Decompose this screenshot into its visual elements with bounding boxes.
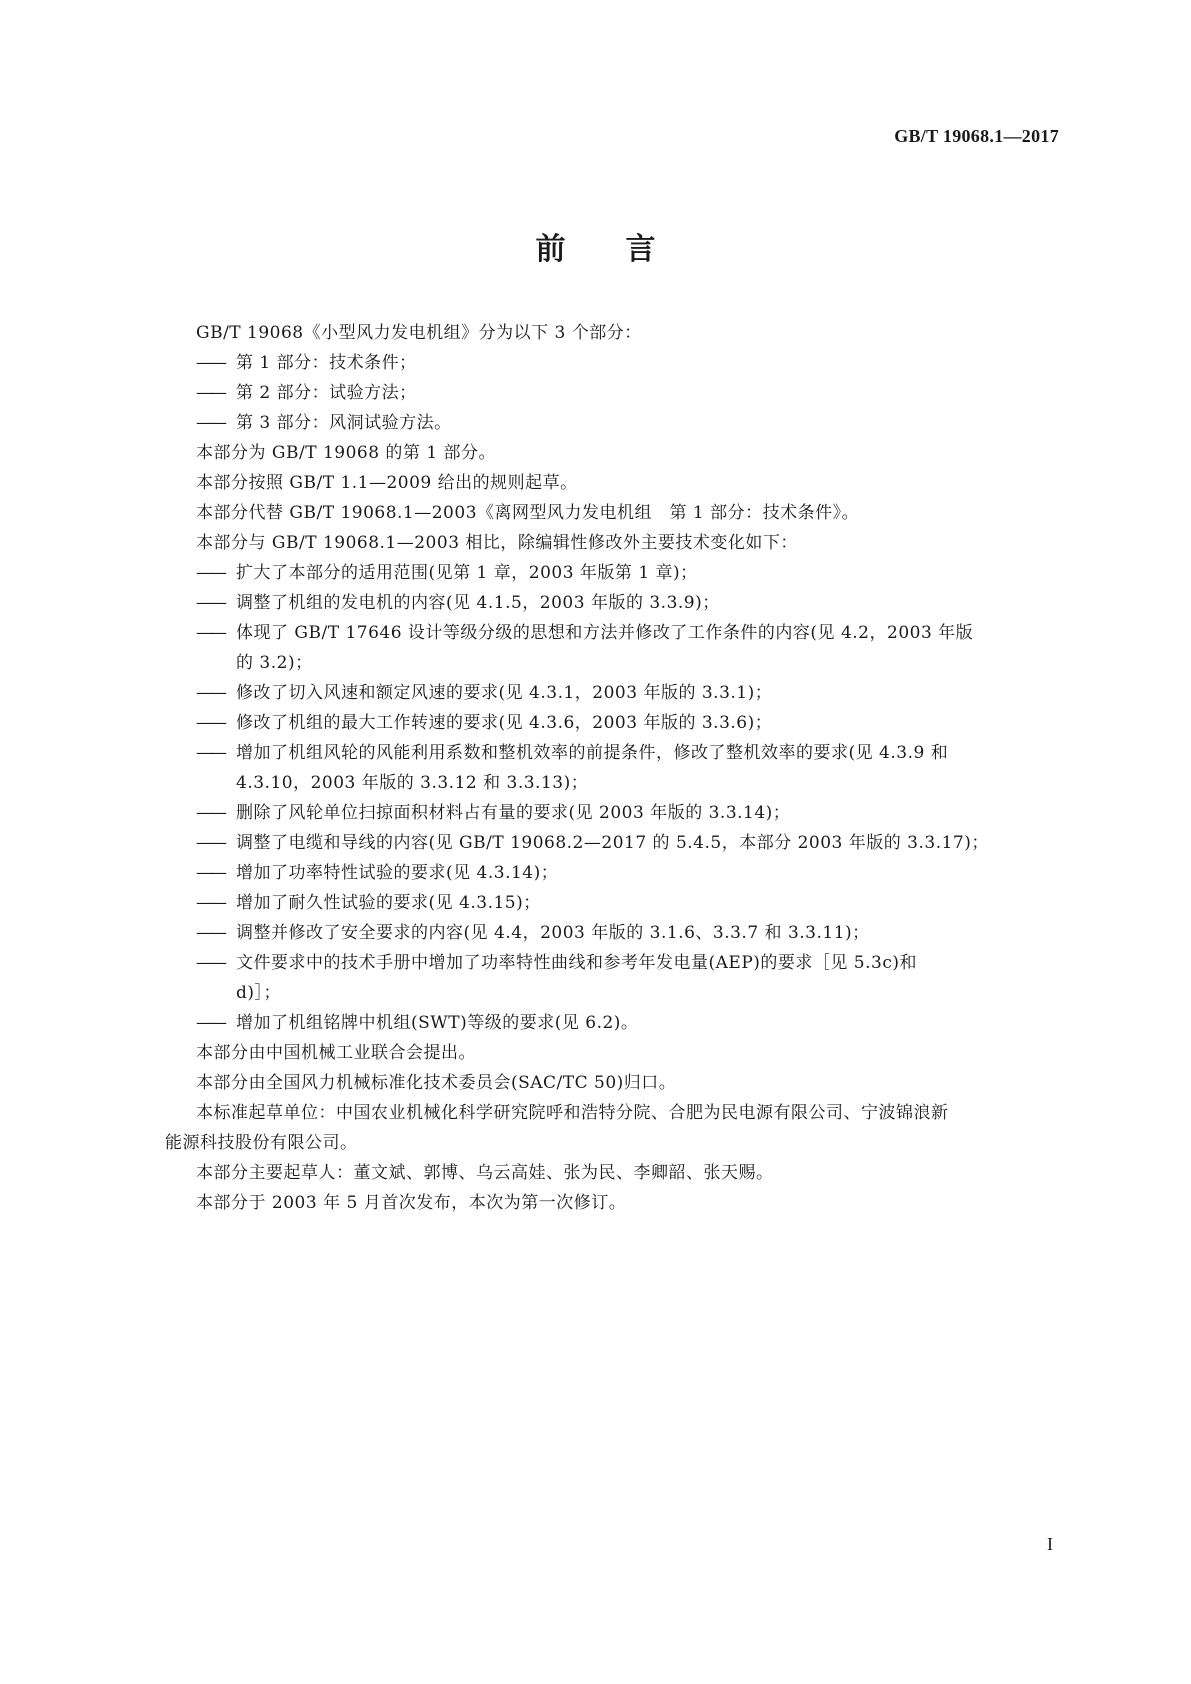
list-item — [165, 798, 1060, 828]
list-item — [165, 618, 1060, 678]
list-item — [165, 948, 1060, 1008]
paragraph: 本部分于 2003 年 5 月首次发布，本次为第一次修订。 — [196, 1193, 627, 1213]
list-item — [165, 708, 1060, 738]
paragraph: 本部分由全国风力机械标准化技术委员会(SAC/TC 50)归口。 — [196, 1073, 677, 1093]
dash-marker: —— — [196, 383, 224, 403]
list-item-text: 调整了机组的发电机的内容(见 4.1.5，2003 年版的 3.3.9)； — [236, 593, 720, 613]
dash-marker: —— — [196, 593, 224, 613]
paragraph: 本部分主要起草人：董文斌、郭博、乌云高娃、张为民、李卿韶、张天赐。 — [196, 1163, 774, 1183]
document-id: GB/T 19068.1—2017 — [894, 126, 1059, 146]
list-item-text: 第 2 部分：试验方法； — [236, 383, 417, 403]
list-item-continuation: d)］； — [236, 983, 282, 1003]
paragraph: 本部分由中国机械工业联合会提出。 — [196, 1043, 476, 1063]
list-item — [165, 348, 1060, 378]
list-item — [165, 408, 1060, 438]
dash-marker: —— — [196, 713, 224, 733]
dash-marker: —— — [196, 803, 224, 823]
list-item — [165, 858, 1060, 888]
paragraph-continuation: 能源科技股份有限公司。 — [165, 1133, 358, 1153]
list-item — [165, 918, 1060, 948]
list-item-text: 调整并修改了安全要求的内容(见 4.4，2003 年版的 3.1.6、3.3.7 和 3.3.11)； — [236, 923, 870, 943]
dash-marker: —— — [196, 743, 224, 763]
list-item-continuation: 4.3.10，2003 年版的 3.3.12 和 3.3.13)； — [236, 773, 589, 793]
dash-marker: —— — [196, 923, 224, 943]
dash-marker: —— — [196, 953, 224, 973]
dash-marker: —— — [196, 353, 224, 373]
dash-marker: —— — [196, 893, 224, 913]
list-item — [165, 738, 1060, 798]
list-item — [165, 378, 1060, 408]
list-item-text: 删除了风轮单位扫掠面积材料占有量的要求(见 2003 年版的 3.3.14)； — [236, 803, 791, 823]
page-title: 前 言 — [535, 232, 656, 267]
list-item — [165, 678, 1060, 708]
paragraph: 本部分按照 GB/T 1.1—2009 给出的规则起草。 — [196, 473, 578, 493]
list-item-text: 增加了机组风轮的风能利用系数和整机效率的前提条件，修改了整机效率的要求(见 4.3.9 和 — [236, 743, 949, 763]
list-item-continuation: 的 3.2)； — [236, 653, 313, 673]
dash-marker: —— — [196, 683, 224, 703]
list-item-text: 体现了 GB/T 17646 设计等级分级的思想和方法并修改了工作条件的内容(见 4.2，2003 年版 — [236, 623, 974, 643]
page-number: I — [1047, 1534, 1053, 1554]
paragraph: 本标准起草单位：中国农业机械化科学研究院呼和浩特分院、合肥为民电源有限公司、宁波锦浪新 — [196, 1103, 949, 1123]
list-item-text: 调整了电缆和导线的内容(见 GB/T 19068.2—2017 的 5.4.5，本部分 2003 年版的 3.3.17)； — [236, 833, 989, 853]
paragraph: 本部分代替 GB/T 19068.1—2003《离网型风力发电机组 第 1 部分：技术条件》。 — [196, 503, 860, 523]
list-item-text: 修改了切入风速和额定风速的要求(见 4.3.1，2003 年版的 3.3.1)； — [236, 683, 773, 703]
list-item-text: 第 3 部分：风洞试验方法。 — [236, 413, 452, 433]
list-item-text: 扩大了本部分的适用范围(见第 1 章，2003 年版第 1 章)； — [236, 563, 698, 583]
list-item — [165, 588, 1060, 618]
paragraph: 本部分与 GB/T 19068.1—2003 相比，除编辑性修改外主要技术变化如下： — [196, 533, 798, 553]
list-item — [165, 888, 1060, 918]
dash-marker: —— — [196, 563, 224, 583]
dash-marker: —— — [196, 833, 224, 853]
foreword-body — [165, 318, 1060, 1218]
dash-marker: —— — [196, 1013, 224, 1033]
dash-marker: —— — [196, 863, 224, 883]
list-item-text: 增加了耐久性试验的要求(见 4.3.15)； — [236, 893, 541, 913]
list-item-text: 增加了机组铭牌中机组(SWT)等级的要求(见 6.2)。 — [236, 1013, 639, 1033]
paragraph: GB/T 19068《小型风力发电机组》分为以下 3 个部分： — [196, 323, 642, 343]
list-item-text: 增加了功率特性试验的要求(见 4.3.14)； — [236, 863, 559, 883]
dash-marker: —— — [196, 623, 224, 643]
list-item — [165, 1008, 1060, 1038]
list-item — [165, 828, 1060, 858]
list-item-text: 第 1 部分：技术条件； — [236, 353, 417, 373]
dash-marker: —— — [196, 413, 224, 433]
list-item-text: 修改了机组的最大工作转速的要求(见 4.3.6，2003 年版的 3.3.6)； — [236, 713, 773, 733]
list-item — [165, 558, 1060, 588]
list-item-text: 文件要求中的技术手册中增加了功率特性曲线和参考年发电量(AEP)的要求［见 5.3c)和 — [236, 953, 917, 973]
paragraph: 本部分为 GB/T 19068 的第 1 部分。 — [196, 443, 497, 463]
